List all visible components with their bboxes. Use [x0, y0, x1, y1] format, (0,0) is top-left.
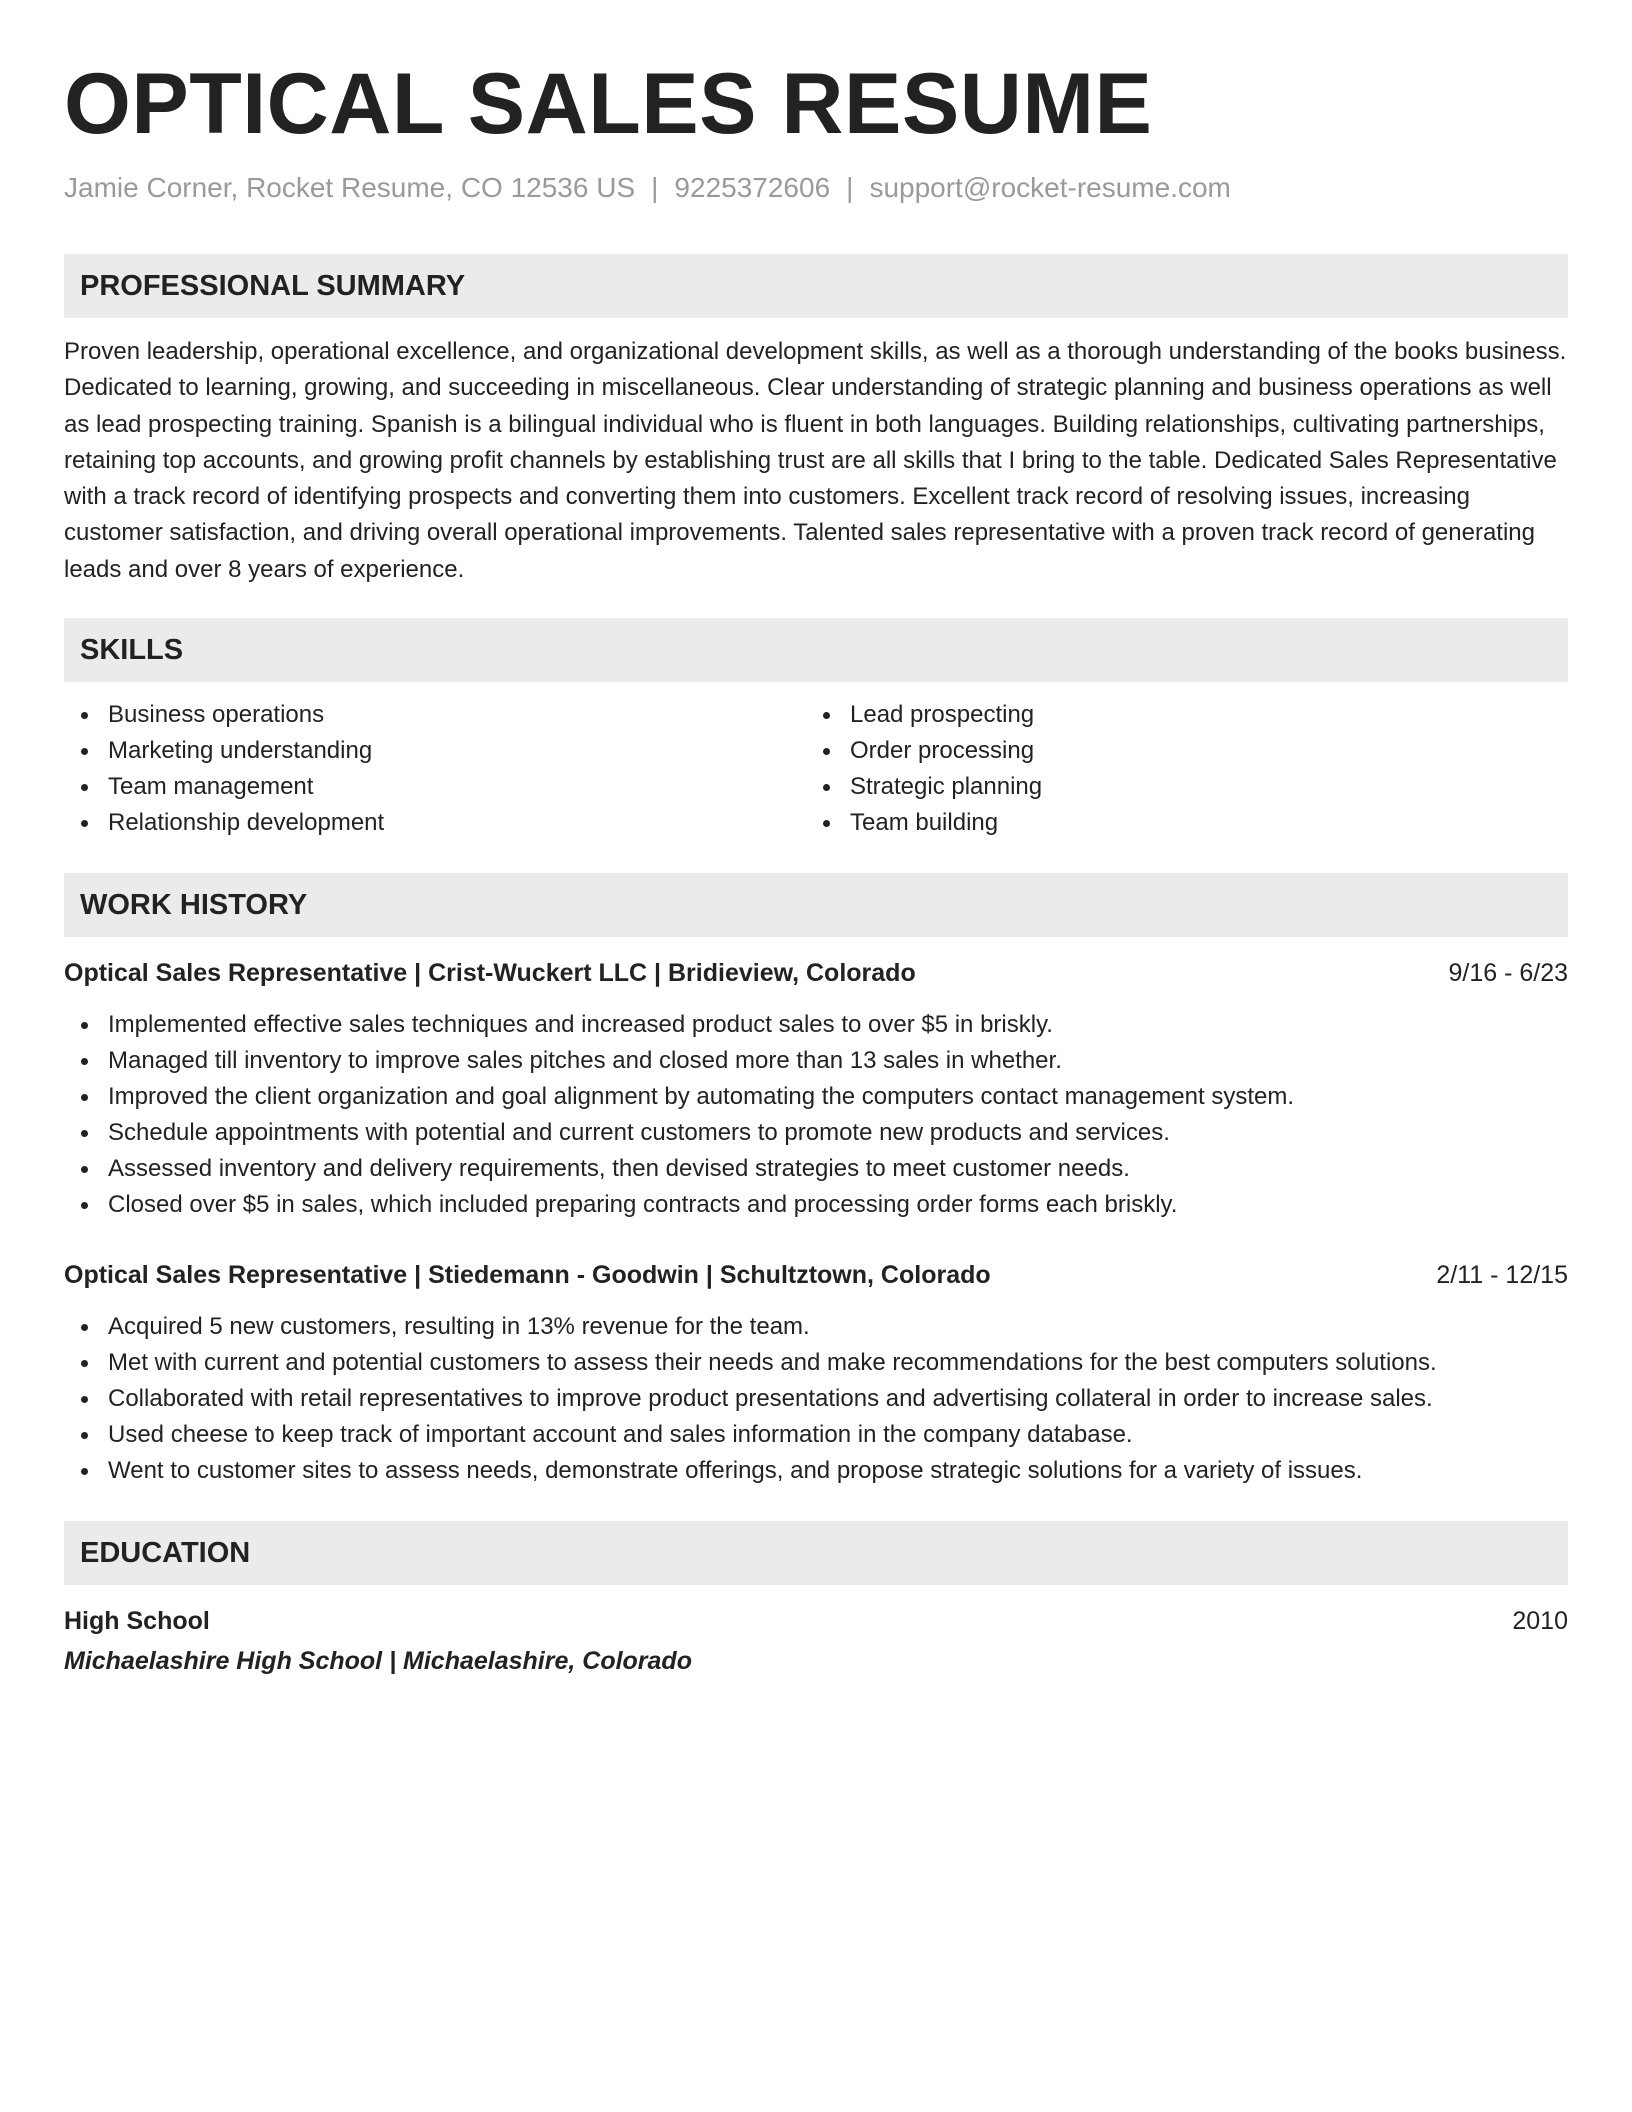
bullet-icon — [823, 748, 830, 755]
job-bullet — [64, 1151, 1568, 1187]
job-bullet — [64, 1007, 1568, 1043]
contact-separator: | — [651, 172, 659, 203]
education-school: Michaelashire High School | Michaelashire, Colorado — [64, 1647, 692, 1676]
job-bullet-text: Met with current and potential customers to assess their needs and make recommendations for the best computers solutions. — [108, 1349, 1437, 1377]
job-bullet-text: Closed over $5 in sales, which included preparing contracts and processing order forms each briskly. — [108, 1191, 1178, 1219]
job-entry — [64, 1257, 1568, 1489]
bullet-icon — [81, 1468, 88, 1475]
bullet-icon — [81, 748, 88, 755]
bullet-icon — [81, 1396, 88, 1403]
skill-label: Relationship development — [108, 809, 385, 837]
bullet-icon — [823, 784, 830, 791]
skill-item — [806, 769, 1548, 805]
contact-phone: 9225372606 — [674, 172, 831, 203]
skill-item — [806, 697, 1548, 733]
job-bullet-text: Assessed inventory and delivery requirements, then devised strategies to meet customer needs. — [108, 1155, 1130, 1183]
section-header-summary: PROFESSIONAL SUMMARY — [64, 254, 1568, 318]
bullet-icon — [81, 1324, 88, 1331]
bullet-icon — [81, 820, 88, 827]
skills-grid — [64, 697, 1568, 841]
bullet-icon — [81, 1094, 88, 1101]
skill-item — [64, 805, 806, 841]
job-bullet — [64, 1417, 1568, 1453]
bullet-icon — [81, 1166, 88, 1173]
summary-text: Proven leadership, operational excellence, and organizational development skills, as well as a thorough understanding of the books business. Dedicated to learning, growing, and succeeding in miscellaneous. Clear understanding of strategic planning and business operations as well as lead prospecting training. Spanish is a bilingual individual who is fluent in both languages. Building relationships, cultivating partnerships, retaining top accounts, and growing profit channels by establishing trust are all skills that I bring to the table. Dedicated Sales Representative with a track record of identifying prospects and converting them into customers. Excellent track record of resolving issues, increasing customer satisfaction, and driving overall operational improvements. Talented sales representative with a proven track record of generating leads and over 8 years of experience. — [64, 338, 1567, 583]
skill-item — [64, 697, 806, 733]
job-bullet-text: Implemented effective sales techniques and increased product sales to over $5 in briskly. — [108, 1011, 1053, 1039]
resume-title: OPTICAL SALES RESUME — [64, 56, 1153, 152]
job-header — [64, 955, 1568, 991]
job-bullet-list — [64, 1007, 1568, 1223]
job-title: Optical Sales Representative | Crist-Wuckert LLC | Bridieview, Colorado — [64, 959, 916, 988]
job-bullet — [64, 1309, 1568, 1345]
section-header-work-history: WORK HISTORY — [64, 873, 1568, 937]
section-header-education: EDUCATION — [64, 1521, 1568, 1585]
job-bullet — [64, 1079, 1568, 1115]
contact-separator: | — [846, 172, 854, 203]
job-bullet-text: Managed till inventory to improve sales pitches and closed more than 13 sales in whether. — [108, 1047, 1062, 1075]
skills-column-left — [64, 697, 806, 841]
bullet-icon — [81, 784, 88, 791]
contact-line — [64, 170, 1568, 206]
job-bullet-list — [64, 1309, 1568, 1489]
contact-email: support@rocket-resume.com — [869, 172, 1231, 203]
skill-label: Marketing understanding — [108, 737, 373, 765]
job-bullet-text: Schedule appointments with potential and current customers to promote new products and services. — [108, 1119, 1170, 1147]
job-bullet — [64, 1043, 1568, 1079]
bullet-icon — [81, 1058, 88, 1065]
skill-label: Order processing — [850, 737, 1035, 765]
skills-column-right — [806, 697, 1548, 841]
section-header-skills: SKILLS — [64, 618, 1568, 682]
education-degree: High School — [64, 1607, 210, 1636]
job-bullet — [64, 1115, 1568, 1151]
job-title: Optical Sales Representative | Stiedemann - Goodwin | Schultztown, Colorado — [64, 1261, 991, 1290]
skill-item — [806, 805, 1548, 841]
job-bullet — [64, 1453, 1568, 1489]
job-bullet — [64, 1187, 1568, 1223]
skill-item — [64, 733, 806, 769]
job-bullet — [64, 1345, 1568, 1381]
job-entry — [64, 955, 1568, 1223]
job-dates: 9/16 - 6/23 — [1448, 959, 1568, 988]
bullet-icon — [823, 712, 830, 719]
skill-label: Lead prospecting — [850, 701, 1035, 729]
job-bullet — [64, 1381, 1568, 1417]
bullet-icon — [81, 1130, 88, 1137]
skill-item — [806, 733, 1548, 769]
bullet-icon — [81, 1022, 88, 1029]
bullet-icon — [81, 1202, 88, 1209]
education-entry — [64, 1603, 1568, 1679]
job-dates: 2/11 - 12/15 — [1436, 1261, 1568, 1290]
bullet-icon — [81, 1360, 88, 1367]
contact-address: Jamie Corner, Rocket Resume, CO 12536 US — [64, 172, 636, 203]
bullet-icon — [81, 712, 88, 719]
job-bullet-text: Acquired 5 new customers, resulting in 13% revenue for the team. — [108, 1313, 810, 1341]
education-year: 2010 — [1512, 1607, 1568, 1636]
job-bullet-text: Improved the client organization and goal alignment by automating the computers contact management system. — [108, 1083, 1294, 1111]
skill-item — [64, 769, 806, 805]
job-bullet-text: Went to customer sites to assess needs, demonstrate offerings, and propose strategic solutions for a variety of issues. — [108, 1457, 1363, 1485]
job-bullet-text: Used cheese to keep track of important account and sales information in the company database. — [108, 1421, 1133, 1449]
education-header — [64, 1603, 1568, 1639]
bullet-icon — [81, 1432, 88, 1439]
skill-label: Team building — [850, 809, 999, 837]
skill-label: Team management — [108, 773, 314, 801]
job-header — [64, 1257, 1568, 1293]
bullet-icon — [823, 820, 830, 827]
skill-label: Business operations — [108, 701, 325, 729]
skill-label: Strategic planning — [850, 773, 1043, 801]
job-bullet-text: Collaborated with retail representatives to improve product presentations and advertising collateral in order to increase sales. — [108, 1385, 1433, 1413]
